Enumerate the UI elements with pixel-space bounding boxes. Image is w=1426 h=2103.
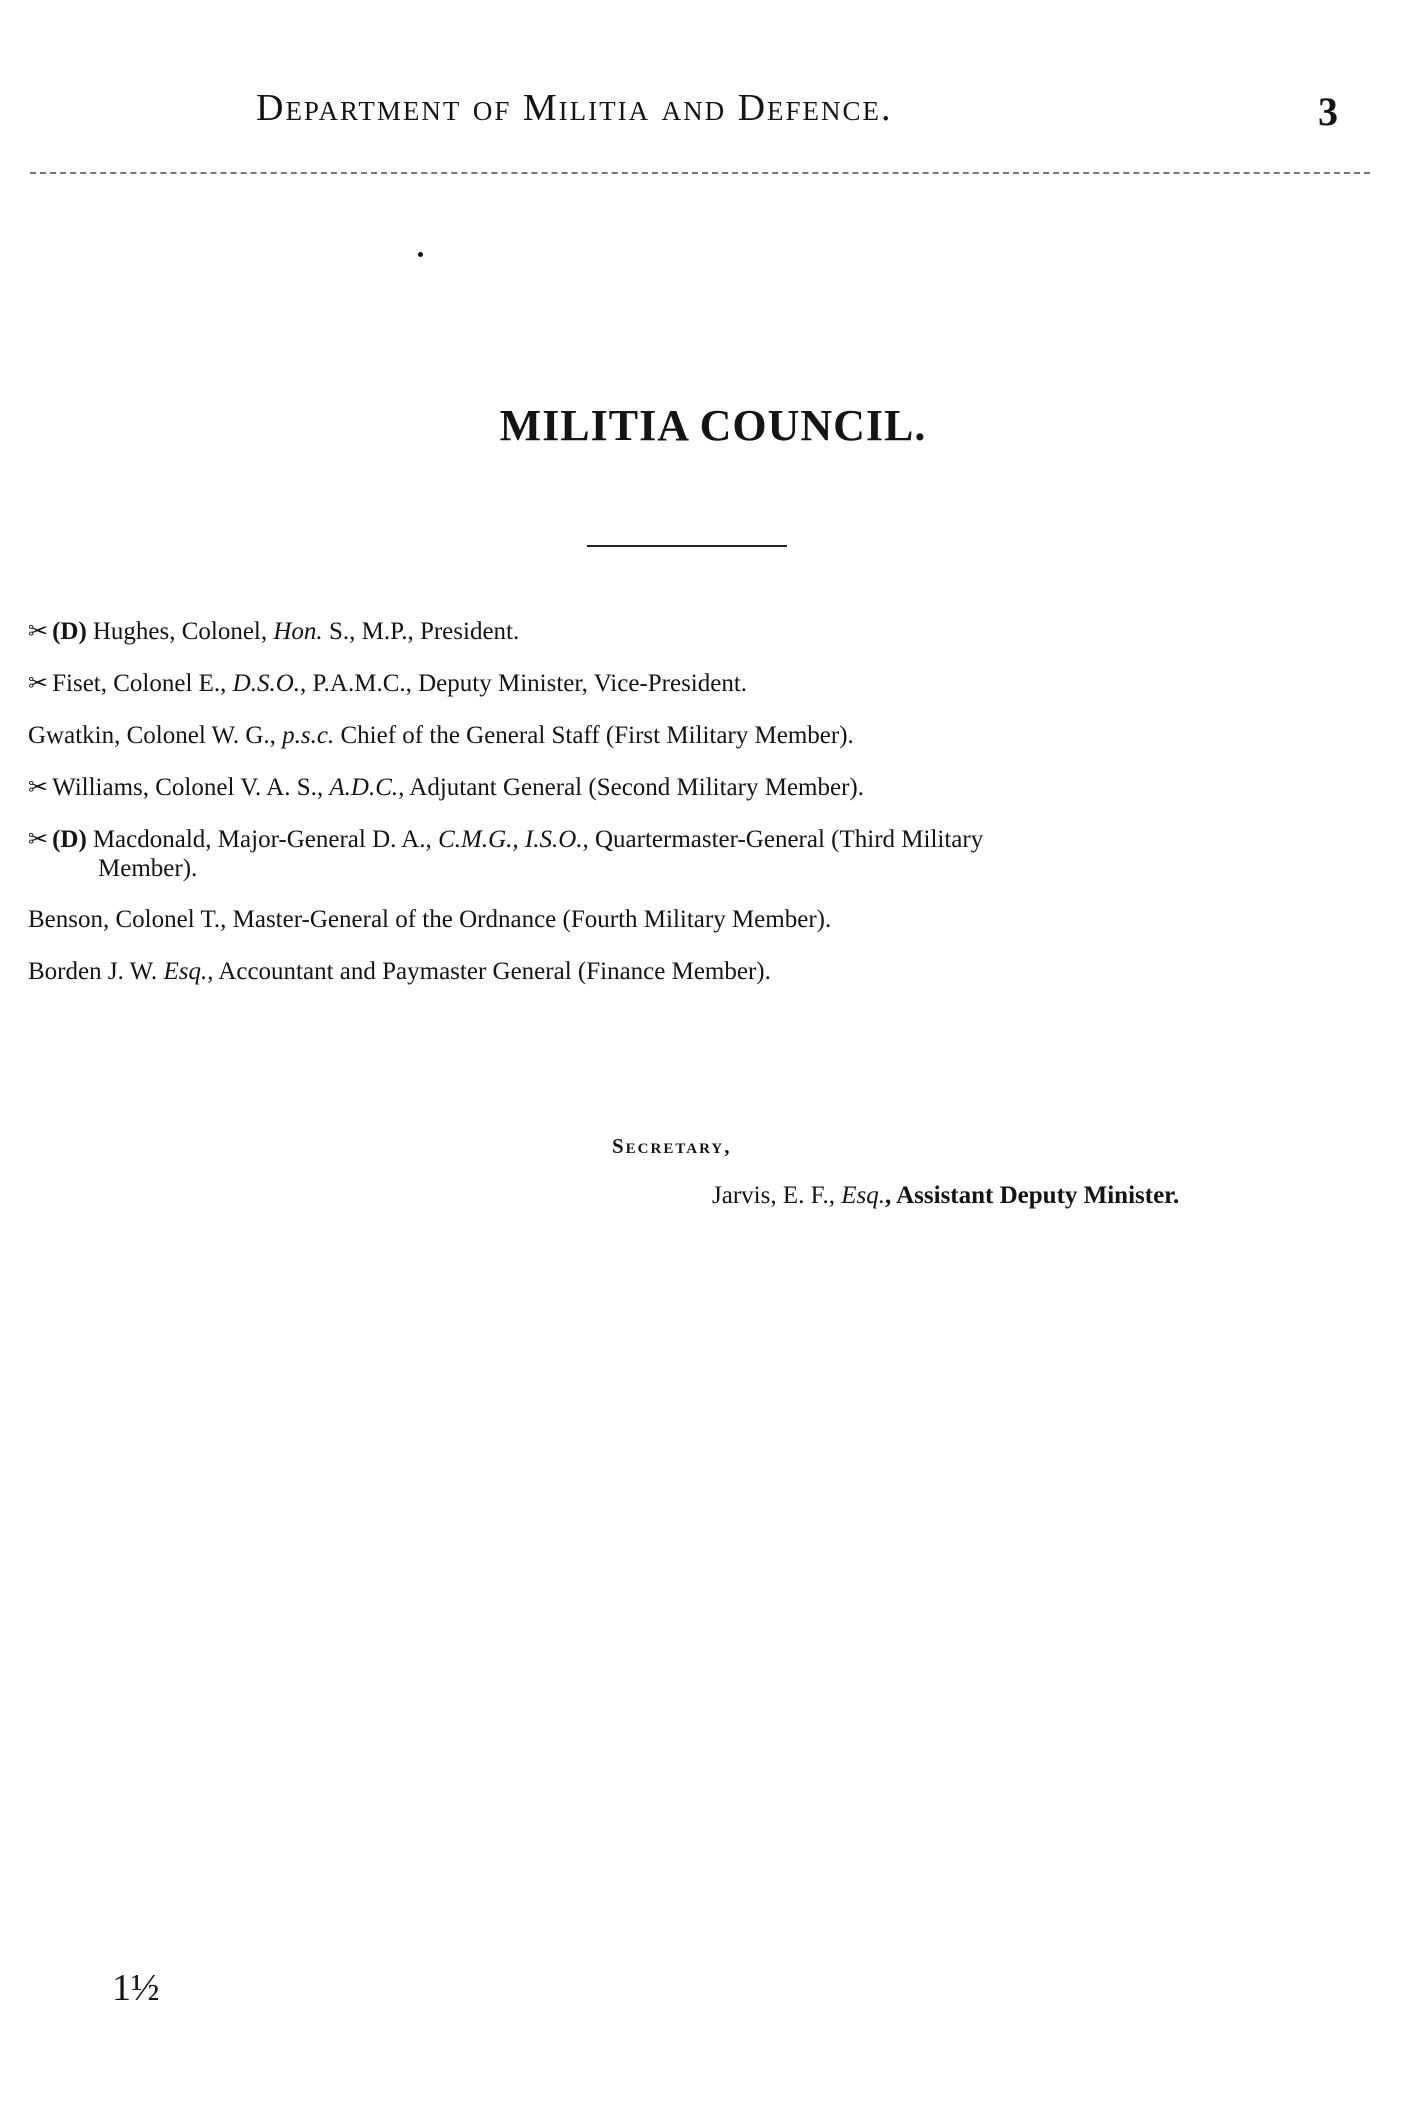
scissors-icon: ✂ <box>28 825 49 853</box>
scissors-icon: ✂ <box>28 669 49 697</box>
member-role: , P.A.M.C., Deputy Minister, Vice-President. <box>300 670 748 697</box>
member-role: , Adjutant General (Second Military Member). <box>398 774 864 801</box>
member-honorific: p.s.c. <box>282 722 335 749</box>
scissors-icon: ✂ <box>28 773 49 801</box>
member-entry-williams <box>28 774 864 803</box>
member-honorific: Hon. <box>273 618 323 645</box>
secretary-honorific: Esq. <box>841 1182 885 1209</box>
member-entry-fiset <box>28 670 747 699</box>
member-entry-borden <box>28 958 771 987</box>
member-entry-benson <box>28 906 831 935</box>
ink-speck <box>418 252 423 257</box>
scissors-icon: ✂ <box>28 617 49 645</box>
member-role: Chief of the General Staff (First Military Member). <box>334 722 854 749</box>
member-role: S., M.P., President. <box>322 618 520 645</box>
member-name: Hughes, Colonel, <box>92 618 274 645</box>
member-honorific: Esq. <box>163 958 208 985</box>
member-entry-hughes <box>28 618 519 647</box>
secretary-surname: Jarvis, E. F., <box>712 1182 842 1209</box>
member-name: Macdonald, Major-General D. A., <box>92 826 439 853</box>
member-honorific: D.S.O. <box>232 670 301 697</box>
member-role: , Quartermaster-General (Third Military <box>582 826 984 853</box>
member-honorific: C.M.G., I.S.O. <box>438 826 583 853</box>
member-name: Gwatkin, Colonel W. G., <box>28 722 283 749</box>
distinction-tag: (D) <box>52 618 87 645</box>
printer-signature: 1½ <box>112 1967 160 2009</box>
page-title: MILITIA COUNCIL. <box>499 401 927 450</box>
member-entry-gwatkin <box>28 722 854 751</box>
member-name: Benson, Colonel T., Master-General of the Ordnance (Fourth Military Member). <box>28 906 832 933</box>
header-rule <box>30 172 1370 174</box>
member-honorific: A.D.C. <box>329 774 399 801</box>
distinction-tag: (D) <box>52 826 87 853</box>
member-role: , Accountant and Paymaster General (Finance Member). <box>207 958 771 985</box>
secretary-name <box>712 1182 1179 1210</box>
member-entry-macdonald <box>28 826 1368 884</box>
member-name: Williams, Colonel V. A. S., <box>52 774 330 801</box>
member-name: Fiset, Colonel E., <box>52 670 233 697</box>
member-role-continuation: Member). <box>98 854 198 882</box>
secretary-role: , Assistant Deputy Minister. <box>885 1182 1180 1209</box>
secretary-label: Secretary, <box>612 1134 732 1158</box>
page-number: 3 <box>1318 89 1338 134</box>
title-rule <box>587 545 787 547</box>
running-header-title: Department of Militia and Defence. <box>256 87 893 129</box>
member-name: Borden J. W. <box>28 958 164 985</box>
